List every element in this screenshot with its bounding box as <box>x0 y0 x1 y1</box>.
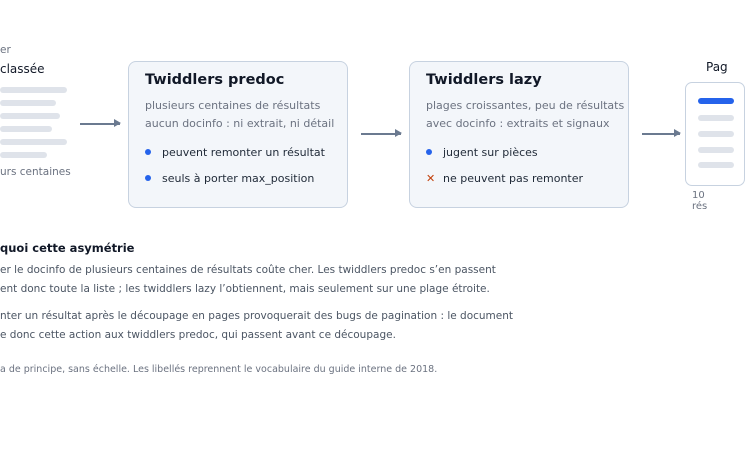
arrow-to-predoc <box>80 123 120 125</box>
cross-icon: ✕ <box>426 172 436 185</box>
explanation-paragraph <box>0 261 496 298</box>
predoc-description <box>145 97 334 133</box>
predoc-point <box>145 172 314 185</box>
list-bar <box>0 152 47 158</box>
lazy-point <box>426 146 538 159</box>
lazy-point-text: ne peuvent pas remonter <box>443 172 584 185</box>
footnote: a de principe, sans échelle. Les libellés reprennent le vocabulaire du guide interne de 2018. <box>0 364 438 375</box>
page-bar <box>698 115 734 121</box>
left-caption: urs centaines <box>0 166 71 178</box>
predoc-point <box>145 146 325 159</box>
paragraph-line: nter un résultat après le découpage en pages provoquerait des bugs de pagination : le document <box>0 310 514 322</box>
page-caption: 10 rés <box>692 190 708 212</box>
result-page <box>685 82 745 186</box>
predoc-point-text: seuls à porter max_position <box>162 172 315 185</box>
page-bar <box>698 147 734 153</box>
paragraph-line: e donc cette action aux twiddlers predoc, qui passent avant ce découpage. <box>0 328 396 341</box>
lazy-title: Twiddlers lazy <box>426 72 542 88</box>
lazy-desc-line: plages croissantes, peu de résultats <box>426 99 625 112</box>
page-bar-top <box>698 98 734 104</box>
bullet-dot-icon <box>145 149 151 155</box>
bullet-dot-icon <box>145 175 151 181</box>
page-bar <box>698 162 734 168</box>
bullet-dot-icon <box>426 149 432 155</box>
lazy-desc-line: avec docinfo : extraits et signaux <box>426 117 610 130</box>
left-label-top: er <box>0 44 11 56</box>
lazy-card <box>409 61 629 208</box>
predoc-card <box>128 61 348 208</box>
arrow-to-page <box>642 133 680 135</box>
list-bar <box>0 139 67 145</box>
predoc-point-text: peuvent remonter un résultat <box>162 146 325 159</box>
paragraph-line: ent donc toute la liste ; les twiddlers lazy l’obtiennent, mais seulement sur une plage étroite. <box>0 282 490 295</box>
predoc-title: Twiddlers predoc <box>145 72 285 88</box>
lazy-description <box>426 97 624 133</box>
lazy-point-text: jugent sur pièces <box>443 146 538 159</box>
page-bar <box>698 131 734 137</box>
left-label-classee: classée <box>0 62 45 76</box>
predoc-desc-line: aucun docinfo : ni extrait, ni détail <box>145 117 335 130</box>
list-bar <box>0 100 56 106</box>
lazy-point <box>426 172 583 185</box>
arrow-to-lazy <box>361 133 401 135</box>
list-bar <box>0 126 52 132</box>
list-bar <box>0 113 60 119</box>
explanation-paragraph <box>0 307 513 344</box>
page-label: Pag <box>706 60 728 74</box>
explanation-title: quoi cette asymétrie <box>0 241 135 255</box>
predoc-desc-line: plusieurs centaines de résultats <box>145 99 321 112</box>
list-bar <box>0 87 67 93</box>
paragraph-line: er le docinfo de plusieurs centaines de résultats coûte cher. Les twiddlers predoc s’en passent <box>0 264 496 276</box>
